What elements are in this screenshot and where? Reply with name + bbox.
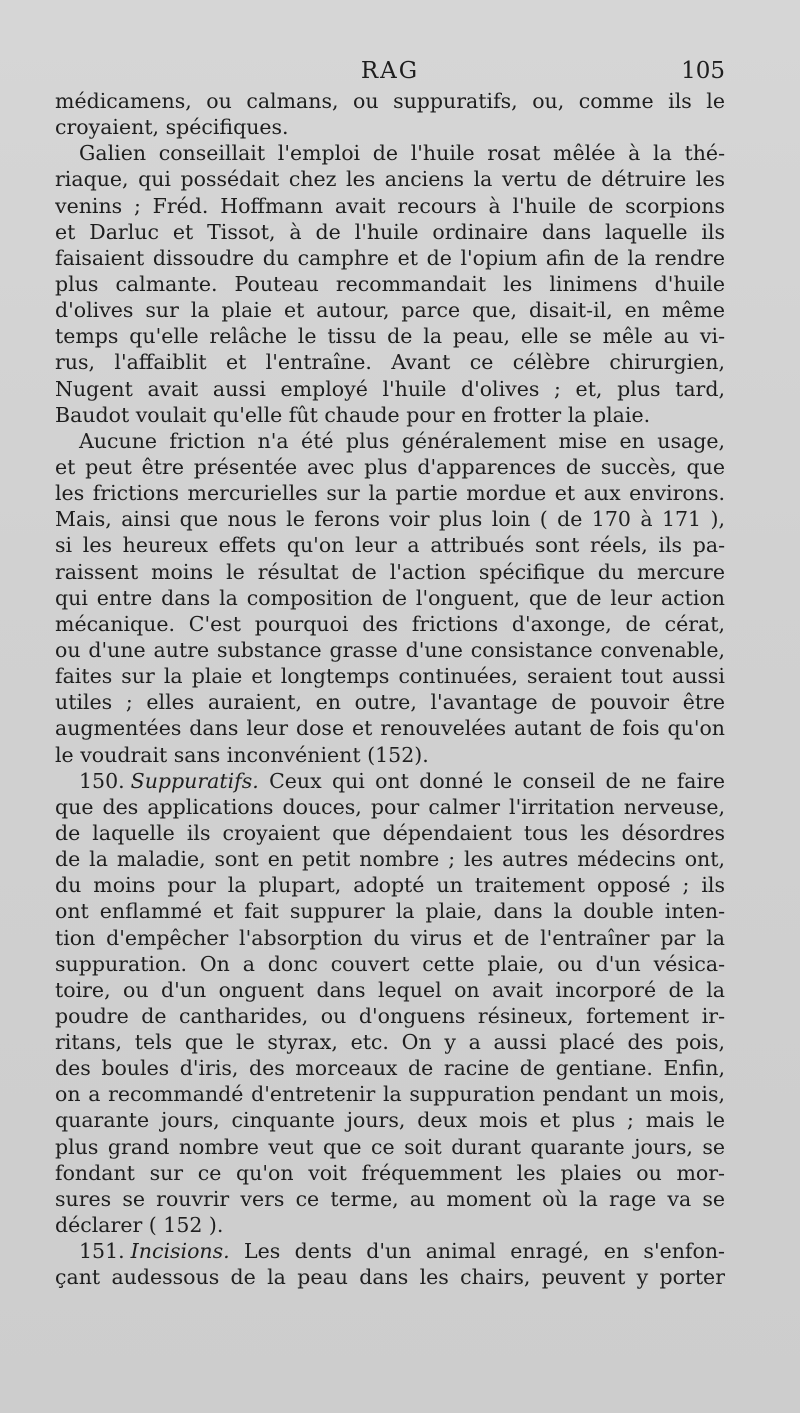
text-line: d'olives sur la plaie et autour, parce que, disait-il, en même xyxy=(55,298,725,323)
text-line: toire, ou d'un onguent dans lequel on avait incorporé de la xyxy=(55,977,725,1002)
text-line: le voudrait sans inconvénient (152). xyxy=(55,742,429,767)
text-line: et Darluc et Tissot, à de l'huile ordinaire dans laquelle ils xyxy=(55,219,725,244)
text-line: faites sur la plaie et longtemps continuées, seraient tout aussi xyxy=(55,664,725,689)
text-line: Mais, ainsi que nous le ferons voir plus loin ( de 170 à 171 ), xyxy=(55,507,725,532)
section-150-title: Suppuratifs. xyxy=(130,768,259,793)
text-line: de laquelle ils croyaient que dépendaient tous les désordres xyxy=(55,820,725,845)
text-line: riaque, qui possédait chez les anciens la vertu de détruire les xyxy=(55,167,725,192)
text-line: raissent moins le résultat de l'action spécifique du mercure xyxy=(55,559,725,584)
text-line: çant audessous de la peau dans les chairs, peuvent y porter xyxy=(55,1265,725,1290)
text-line: ont enflammé et fait suppurer la plaie, dans la double inten- xyxy=(55,899,725,924)
text-line: Galien conseillait l'emploi de l'huile rosat mêlée à la thé- xyxy=(79,141,725,166)
text-line: plus grand nombre veut que ce soit durant quarante jours, se xyxy=(55,1134,725,1159)
text-line: et peut être présentée avec plus d'apparences de succès, que xyxy=(55,454,725,479)
text-line: Aucune friction n'a été plus généralement mise en usage, xyxy=(79,428,725,453)
text-line: de la maladie, sont en petit nombre ; les autres médecins ont, xyxy=(55,847,725,872)
text-line: Baudot voulait qu'elle fût chaude pour en frotter la plaie. xyxy=(55,402,651,427)
section-150-number: 150. xyxy=(79,768,125,793)
text-line: plus calmante. Pouteau recommandait les linimens d'huile xyxy=(55,271,725,296)
text-line: déclarer ( 152 ). xyxy=(55,1213,224,1238)
text-line: fondant sur ce qu'on voit fréquemment les plaies ou mor- xyxy=(55,1160,725,1185)
text-line: faisaient dissoudre du camphre et de l'opium afin de la rendre xyxy=(55,245,725,270)
section-150-line xyxy=(55,768,725,794)
text-line: croyaient, spécifiques. xyxy=(55,115,289,140)
text-line: des boules d'iris, des morceaux de racine de gentiane. Enfin, xyxy=(55,1056,725,1081)
text-line: on a recommandé d'entretenir la suppuration pendant un mois, xyxy=(55,1082,725,1107)
section-151-title: Incisions. xyxy=(130,1239,230,1264)
section-151-number: 151. xyxy=(79,1239,125,1264)
running-head xyxy=(55,58,725,88)
text-line: poudre de cantharides, ou d'onguens résineux, fortement ir- xyxy=(55,1003,725,1028)
text-line: que des applications douces, pour calmer l'irritation nerveuse, xyxy=(55,794,725,819)
text-line: quarante jours, cinquante jours, deux mois et plus ; mais le xyxy=(55,1108,725,1133)
text-line: mécanique. C'est pourquoi des frictions d'axonge, de cérat, xyxy=(55,611,725,636)
text-line: venins ; Fréd. Hoffmann avait recours à l'huile de scorpions xyxy=(55,193,725,218)
text-line: médicamens, ou calmans, ou suppuratifs, ou, comme ils le xyxy=(55,89,725,113)
text-line: tion d'empêcher l'absorption du virus et de l'entraîner par la xyxy=(55,925,725,950)
text-line: les frictions mercurielles sur la partie mordue et aux environs. xyxy=(55,481,725,506)
text-line: augmentées dans leur dose et renouvelées autant de fois qu'on xyxy=(55,716,725,741)
text-line: suppuration. On a donc couvert cette plaie, ou d'un vésica- xyxy=(55,951,725,976)
text-line: rus, l'affaiblit et l'entraîne. Avant ce célèbre chirurgien, xyxy=(55,350,725,375)
text-line: sures se rouvrir vers ce terme, au moment où la rage va se xyxy=(55,1186,725,1211)
text-line: si les heureux effets qu'on leur a attribués sont réels, ils pa- xyxy=(55,533,725,558)
page-number: 105 xyxy=(681,58,725,84)
body-text xyxy=(55,88,725,1290)
text-line: ritans, tels que le styrax, etc. On y a aussi placé des pois, xyxy=(55,1030,725,1055)
text-line: Ceux qui ont donné le conseil de ne faire xyxy=(269,768,725,793)
text-line: qui entre dans la composition de l'onguent, que de leur action xyxy=(55,585,725,610)
text-line: du moins pour la plupart, adopté un traitement opposé ; ils xyxy=(55,873,725,898)
text-line: ou d'une autre substance grasse d'une consistance convenable, xyxy=(55,637,725,662)
running-title: RAG xyxy=(360,58,420,84)
text-line: Nugent avait aussi employé l'huile d'olives ; et, plus tard, xyxy=(55,376,725,401)
text-line: temps qu'elle relâche le tissu de la peau, elle se mêle au vi- xyxy=(55,324,725,349)
text-line: utiles ; elles auraient, en outre, l'avantage de pouvoir être xyxy=(55,690,725,715)
section-151-line xyxy=(55,1238,725,1264)
text-line: Les dents d'un animal enragé, en s'enfon- xyxy=(244,1239,725,1264)
